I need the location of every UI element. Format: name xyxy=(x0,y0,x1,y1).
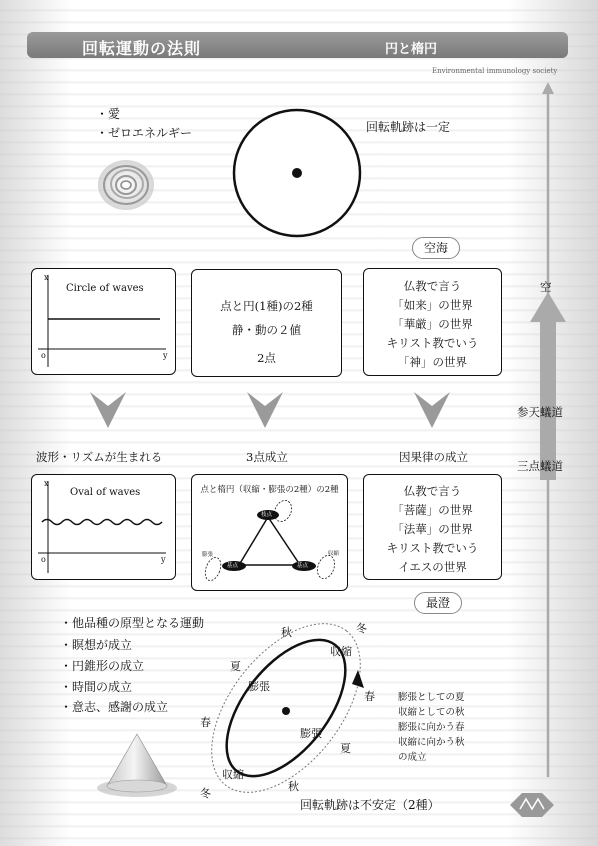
kukai-badge: 空海 xyxy=(412,237,460,259)
season-summer-left: 夏 xyxy=(230,660,241,673)
chart-x-axis-label: y xyxy=(163,351,168,360)
nyorai-line-1: 仏教で言う xyxy=(403,279,462,293)
unstable-orbit-label: 回転軌跡は不安定（2種） xyxy=(300,798,440,812)
nyorai-line-3: 「華厳」の世界 xyxy=(392,317,473,331)
season-autumn-bottom: 秋 xyxy=(288,780,299,793)
wave-rhythm-label: 波形・リズムが生まれる xyxy=(36,450,163,464)
point-circle-line-2: 静・動の２値 xyxy=(232,323,301,337)
list-item: ・円錐形の成立 xyxy=(60,659,145,673)
causality-label: 因果律の成立 xyxy=(399,450,468,464)
oval-of-waves-chart xyxy=(31,474,176,580)
node-top: 枝点 xyxy=(261,512,273,518)
three-points-diagram xyxy=(191,474,348,591)
point-circle-line-1: 点と円(1種)の2種 xyxy=(220,299,313,313)
season-winter-bottom: 冬 xyxy=(200,787,211,800)
season-note: 膨張に向かう春 xyxy=(398,722,465,733)
bosatsu-line-4: キリスト教でいう xyxy=(386,541,479,555)
oval-of-waves-title: Oval of waves xyxy=(70,487,141,498)
bosatsu-line-2: 「菩薩」の世界 xyxy=(392,503,473,517)
three-points-label: 3点成立 xyxy=(246,450,288,464)
season-spring-left: 春 xyxy=(200,716,211,729)
bosatsu-line-3: 「法華」の世界 xyxy=(392,522,473,536)
chart-x-axis-label: y xyxy=(161,555,166,564)
season-note: 収縮に向かう秋 xyxy=(398,737,465,748)
chart-origin-label: o xyxy=(41,351,46,360)
spiral-icon xyxy=(96,158,156,212)
season-autumn-top: 秋 xyxy=(281,626,292,639)
list-item: ・時間の成立 xyxy=(60,680,133,694)
society-logo xyxy=(510,791,554,819)
bullet-love: ・愛 xyxy=(96,107,121,121)
list-item: ・意志、感謝の成立 xyxy=(60,700,169,714)
bosatsu-line-1: 仏教で言う xyxy=(403,484,462,498)
nyorai-line-5: 「神」の世界 xyxy=(398,355,467,369)
saicho-badge: 最澄 xyxy=(414,592,462,614)
orbit-contraction-top: 収縮 xyxy=(330,645,352,658)
chart-origin-label: o xyxy=(41,555,46,564)
chevron-down-icon xyxy=(90,392,126,430)
tag-expansion: 膨張 xyxy=(202,552,214,558)
orbit-expansion-left: 膨張 xyxy=(248,680,270,693)
up-arrow-icon xyxy=(530,292,566,482)
tag-contraction: 収縮 xyxy=(328,551,340,557)
node-left: 基点 xyxy=(227,563,239,569)
cone-icon xyxy=(95,728,185,802)
point-circle-box xyxy=(191,269,342,377)
season-winter-top: 冬 xyxy=(356,622,367,635)
list-item: ・他品種の原型となる運動 xyxy=(60,616,205,630)
society-credit: Environmental immunology society xyxy=(432,67,558,75)
heaven-path-label: 参天蟻道 xyxy=(517,405,563,419)
nyorai-world-box xyxy=(363,268,502,376)
chart-y-axis-label: x xyxy=(44,273,49,282)
bullet-zero-energy: ・ゼロエネルギー xyxy=(96,126,193,140)
nyorai-line-4: キリスト教でいう xyxy=(386,336,479,350)
bosatsu-line-5: イエスの世界 xyxy=(398,560,467,574)
orbit-contraction-bottom: 収縮 xyxy=(222,768,244,781)
chevron-down-icon xyxy=(414,392,450,430)
point-circle-line-3: 2点 xyxy=(257,351,276,365)
three-point-path-label: 三点蟻道 xyxy=(517,459,563,473)
page-title: 回転運動の法則 xyxy=(82,39,202,58)
season-note: 膨張としての夏 xyxy=(398,692,465,703)
sky-label: 空 xyxy=(540,280,552,294)
constant-orbit-label: 回転軌跡は一定 xyxy=(366,120,451,134)
season-spring-right: 春 xyxy=(364,690,375,703)
season-note: 収縮としての秋 xyxy=(398,707,465,718)
season-note: の成立 xyxy=(398,752,427,763)
circle-of-waves-chart xyxy=(31,268,176,375)
chevron-down-icon xyxy=(247,392,283,430)
orbit-expansion-right: 膨張 xyxy=(300,727,322,740)
bosatsu-world-box xyxy=(363,474,502,580)
constant-orbit-circle xyxy=(232,108,362,238)
three-points-title: 点と楕円（収縮・膨張の2種）の2種 xyxy=(200,485,339,495)
circle-of-waves-title: Circle of waves xyxy=(66,283,144,294)
chart-y-axis-label: x xyxy=(44,479,49,488)
season-summer-right: 夏 xyxy=(340,742,351,755)
node-right: 基点 xyxy=(297,563,309,569)
list-item: ・瞑想が成立 xyxy=(60,638,133,652)
page-subtitle: 円と楕円 xyxy=(385,42,438,57)
nyorai-line-2: 「如来」の世界 xyxy=(392,298,473,312)
